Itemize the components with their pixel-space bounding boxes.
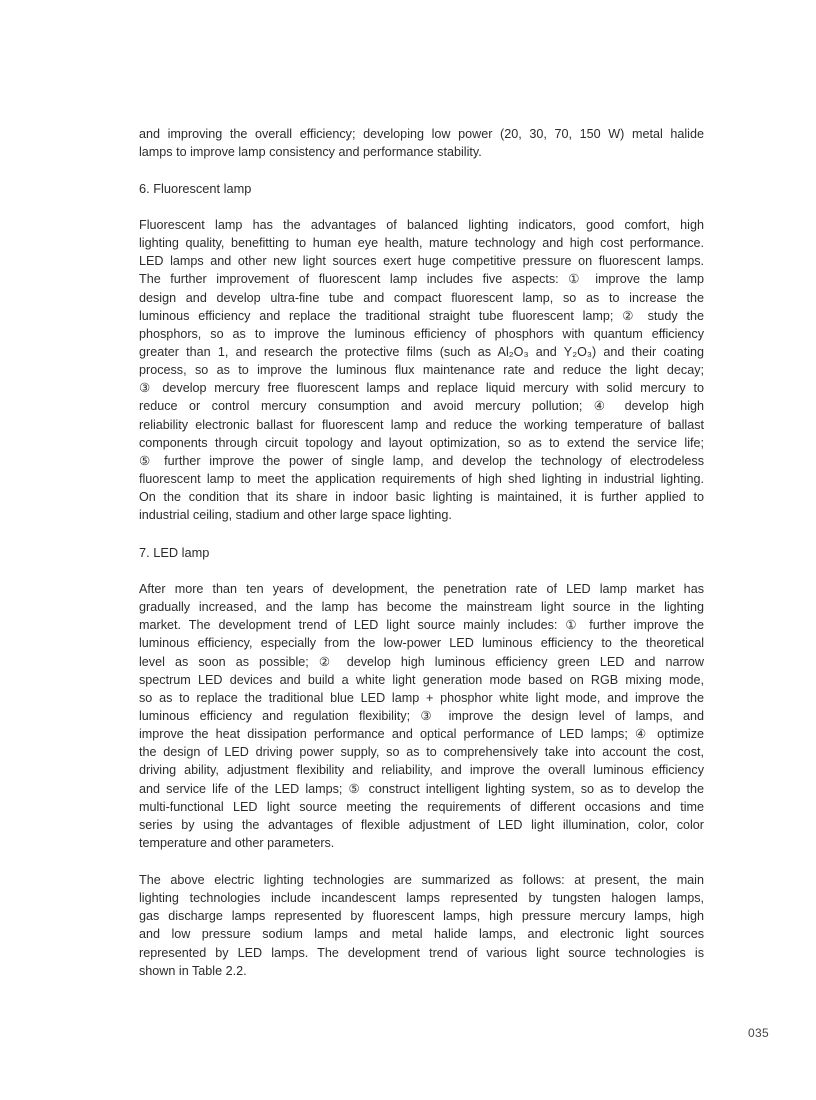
text-line: reliability electronic ballast for fluorescent lamp and reduce the working temperature of ballast <box>139 417 704 432</box>
text-line: industrial ceiling, stadium and other large space lighting. <box>139 508 452 523</box>
text-line: market. The development trend of LED light source mainly includes: ① further improve the <box>139 618 704 633</box>
text-line: The above electric lighting technologies are summarized as follows: at present, the main <box>139 873 704 887</box>
text-line: so as to replace the traditional blue LED lamp + phosphor white light mode, and improve the <box>139 690 704 705</box>
text-line: After more than ten years of development, the penetration rate of LED lamp market has <box>139 582 704 596</box>
text-line: level as soon as possible; ② develop high luminous efficiency green LED and narrow <box>139 654 704 669</box>
paragraph-led-lamp <box>139 580 704 852</box>
text-line: LED lamps and other new light sources exert huge competitive pressure on fluorescent lamps. <box>139 254 704 269</box>
text-line: series by using the advantages of flexible adjustment of LED light illumination, color, color <box>139 817 704 832</box>
text-line: luminous efficiency and replace the traditional straight tube fluorescent lamp; ② study the <box>139 308 704 323</box>
text-line: components through circuit topology and layout optimization, so as to extend the service life; <box>139 435 704 450</box>
paragraph-summary <box>139 871 704 980</box>
text-line: driving ability, adjustment flexibility and reliability, and improve the overall luminous efficiency <box>139 763 704 778</box>
text-line: fluorescent lamp to meet the application requirements of high shed lighting in industrial lighting. <box>139 471 704 486</box>
text-line: design and develop ultra-fine tube and compact fluorescent lamp, so as to increase the <box>139 290 704 305</box>
paragraph-fluorescent-lamp <box>139 216 704 524</box>
text-line: The further improvement of fluorescent lamp includes five aspects: ① improve the lamp <box>139 272 704 287</box>
text-line: reduce or control mercury consumption and avoid mercury pollution; ④ develop high <box>139 399 704 414</box>
text-line: lamps to improve lamp consistency and performance stability. <box>139 145 482 160</box>
text-line: and improving the overall efficiency; developing low power (20, 30, 70, 150 W) metal halide <box>139 127 704 141</box>
text-line: greater than 1, and research the protective films (such as Al₂O₃ and Y₂O₃) and their coating <box>139 344 704 359</box>
text-line: ⑤ further improve the power of single lamp, and develop the technology of electrodeless <box>139 453 704 468</box>
text-line: luminous efficiency, especially from the low-power LED luminous efficiency to the theoretical <box>139 636 704 651</box>
text-line: represented by LED lamps. The development trend of various light source technologies is <box>139 945 704 960</box>
text-line: luminous efficiency and regulation flexibility; ③ improve the design level of lamps, and <box>139 708 704 723</box>
section-heading-led-lamp: 7. LED lamp <box>139 545 210 560</box>
text-line: phosphors, so as to improve the luminous efficiency of phosphors with quantum efficiency <box>139 326 704 341</box>
text-line: improve the heat dissipation performance and optical performance of LED lamps; ④ optimize <box>139 727 704 742</box>
text-line: temperature and other parameters. <box>139 835 335 850</box>
text-line: On the condition that its share in indoor basic lighting is maintained, it is further applied to <box>139 490 704 505</box>
text-line: gradually increased, and the lamp has become the mainstream light source in the lighting <box>139 600 704 615</box>
text-line: spectrum LED devices and build a white light generation mode based on RGB mixing mode, <box>139 672 704 687</box>
text-line: multi-functional LED light source meeting the requirements of different occasions and time <box>139 799 704 814</box>
text-line: shown in Table 2.2. <box>139 963 247 978</box>
text-line: process, so as to improve the luminous flux maintenance rate and reduce the light decay; <box>139 363 704 378</box>
section-heading-fluorescent-lamp: 6. Fluorescent lamp <box>139 181 252 196</box>
page-number: 035 <box>748 1026 769 1040</box>
text-line: Fluorescent lamp has the advantages of balanced lighting indicators, good comfort, high <box>139 218 704 232</box>
text-line: and low pressure sodium lamps and metal halide lamps, and electronic light sources <box>139 927 704 942</box>
text-line: the design of LED driving power supply, so as to comprehensively take into account the cost, <box>139 745 704 760</box>
text-line: lighting technologies include incandescent lamps represented by tungsten halogen lamps, <box>139 891 704 906</box>
paragraph-metal-halide-end <box>139 125 704 161</box>
text-line: gas discharge lamps represented by fluorescent lamps, high pressure mercury lamps, high <box>139 909 704 924</box>
text-line: and service life of the LED lamps; ⑤ construct intelligent lighting system, so as to develop the <box>139 781 704 796</box>
text-line: lighting quality, benefitting to human eye health, mature technology and high cost performance. <box>139 236 704 251</box>
text-line: ③ develop mercury free fluorescent lamps and replace liquid mercury with solid mercury to <box>139 381 704 396</box>
